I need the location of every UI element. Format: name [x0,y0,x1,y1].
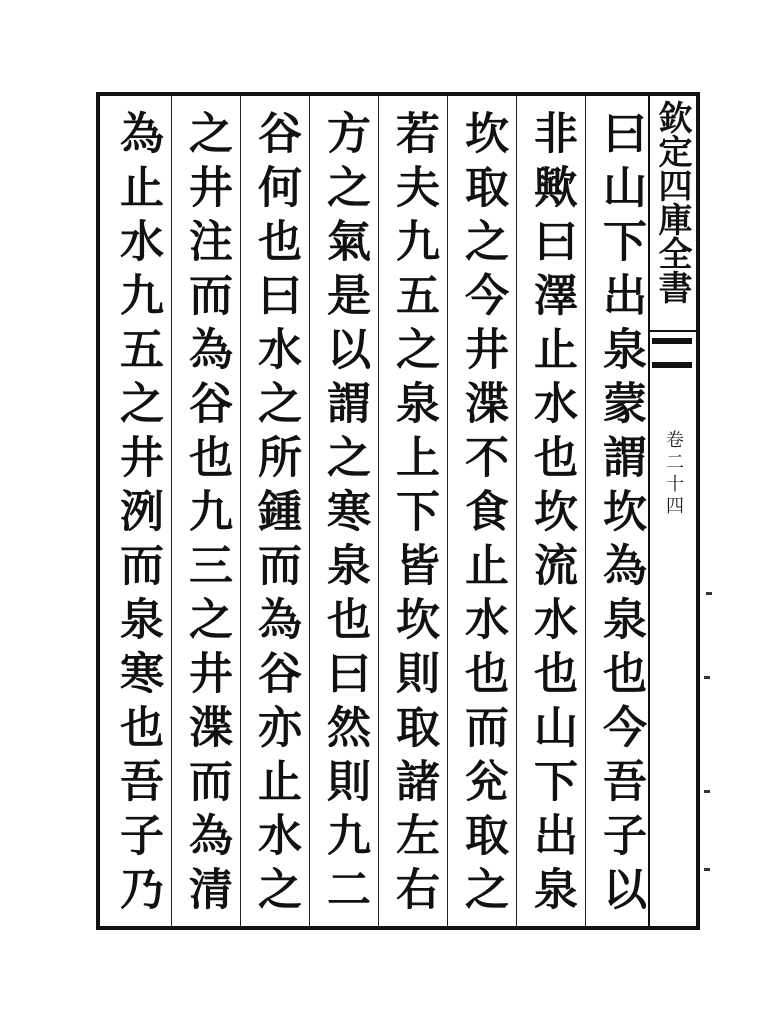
scan-speck [704,868,710,871]
text-column-4: 若夫九五之泉上下皆坎則取諸左右 [388,110,439,920]
column-rule [447,96,448,926]
fish-tail-mark [652,338,692,368]
text-column-5: 方之氣是以謂之寒泉也曰然則九二 [319,110,370,920]
column-rule [240,96,241,926]
text-column-7: 之井注而為谷也九三之井渫而為清 [181,110,232,920]
scan-speck [704,676,710,679]
scan-speck [706,592,712,595]
text-column-2: 非歟曰澤止水也坎流水也山下出泉 [526,110,577,920]
column-rule [171,96,172,926]
column-rule [378,96,379,926]
text-column-3: 坎取之今井渫不食止水也而兊取之 [457,110,508,920]
scan-speck [704,790,710,793]
column-rule [309,96,310,926]
banner-divider [648,330,696,332]
text-column-8: 為止水九五之井洌而泉寒也吾子乃 [112,110,163,920]
column-rule [516,96,517,926]
book-title: 欽定四庫全書 [652,100,692,304]
volume-label: 卷二十四 [663,430,684,518]
column-rule [585,96,586,926]
text-column-1: 曰山下出泉蒙謂坎為泉也今吾子以 [595,110,646,920]
text-column-6: 谷何也曰水之所鍾而為谷亦止水之 [250,110,301,920]
